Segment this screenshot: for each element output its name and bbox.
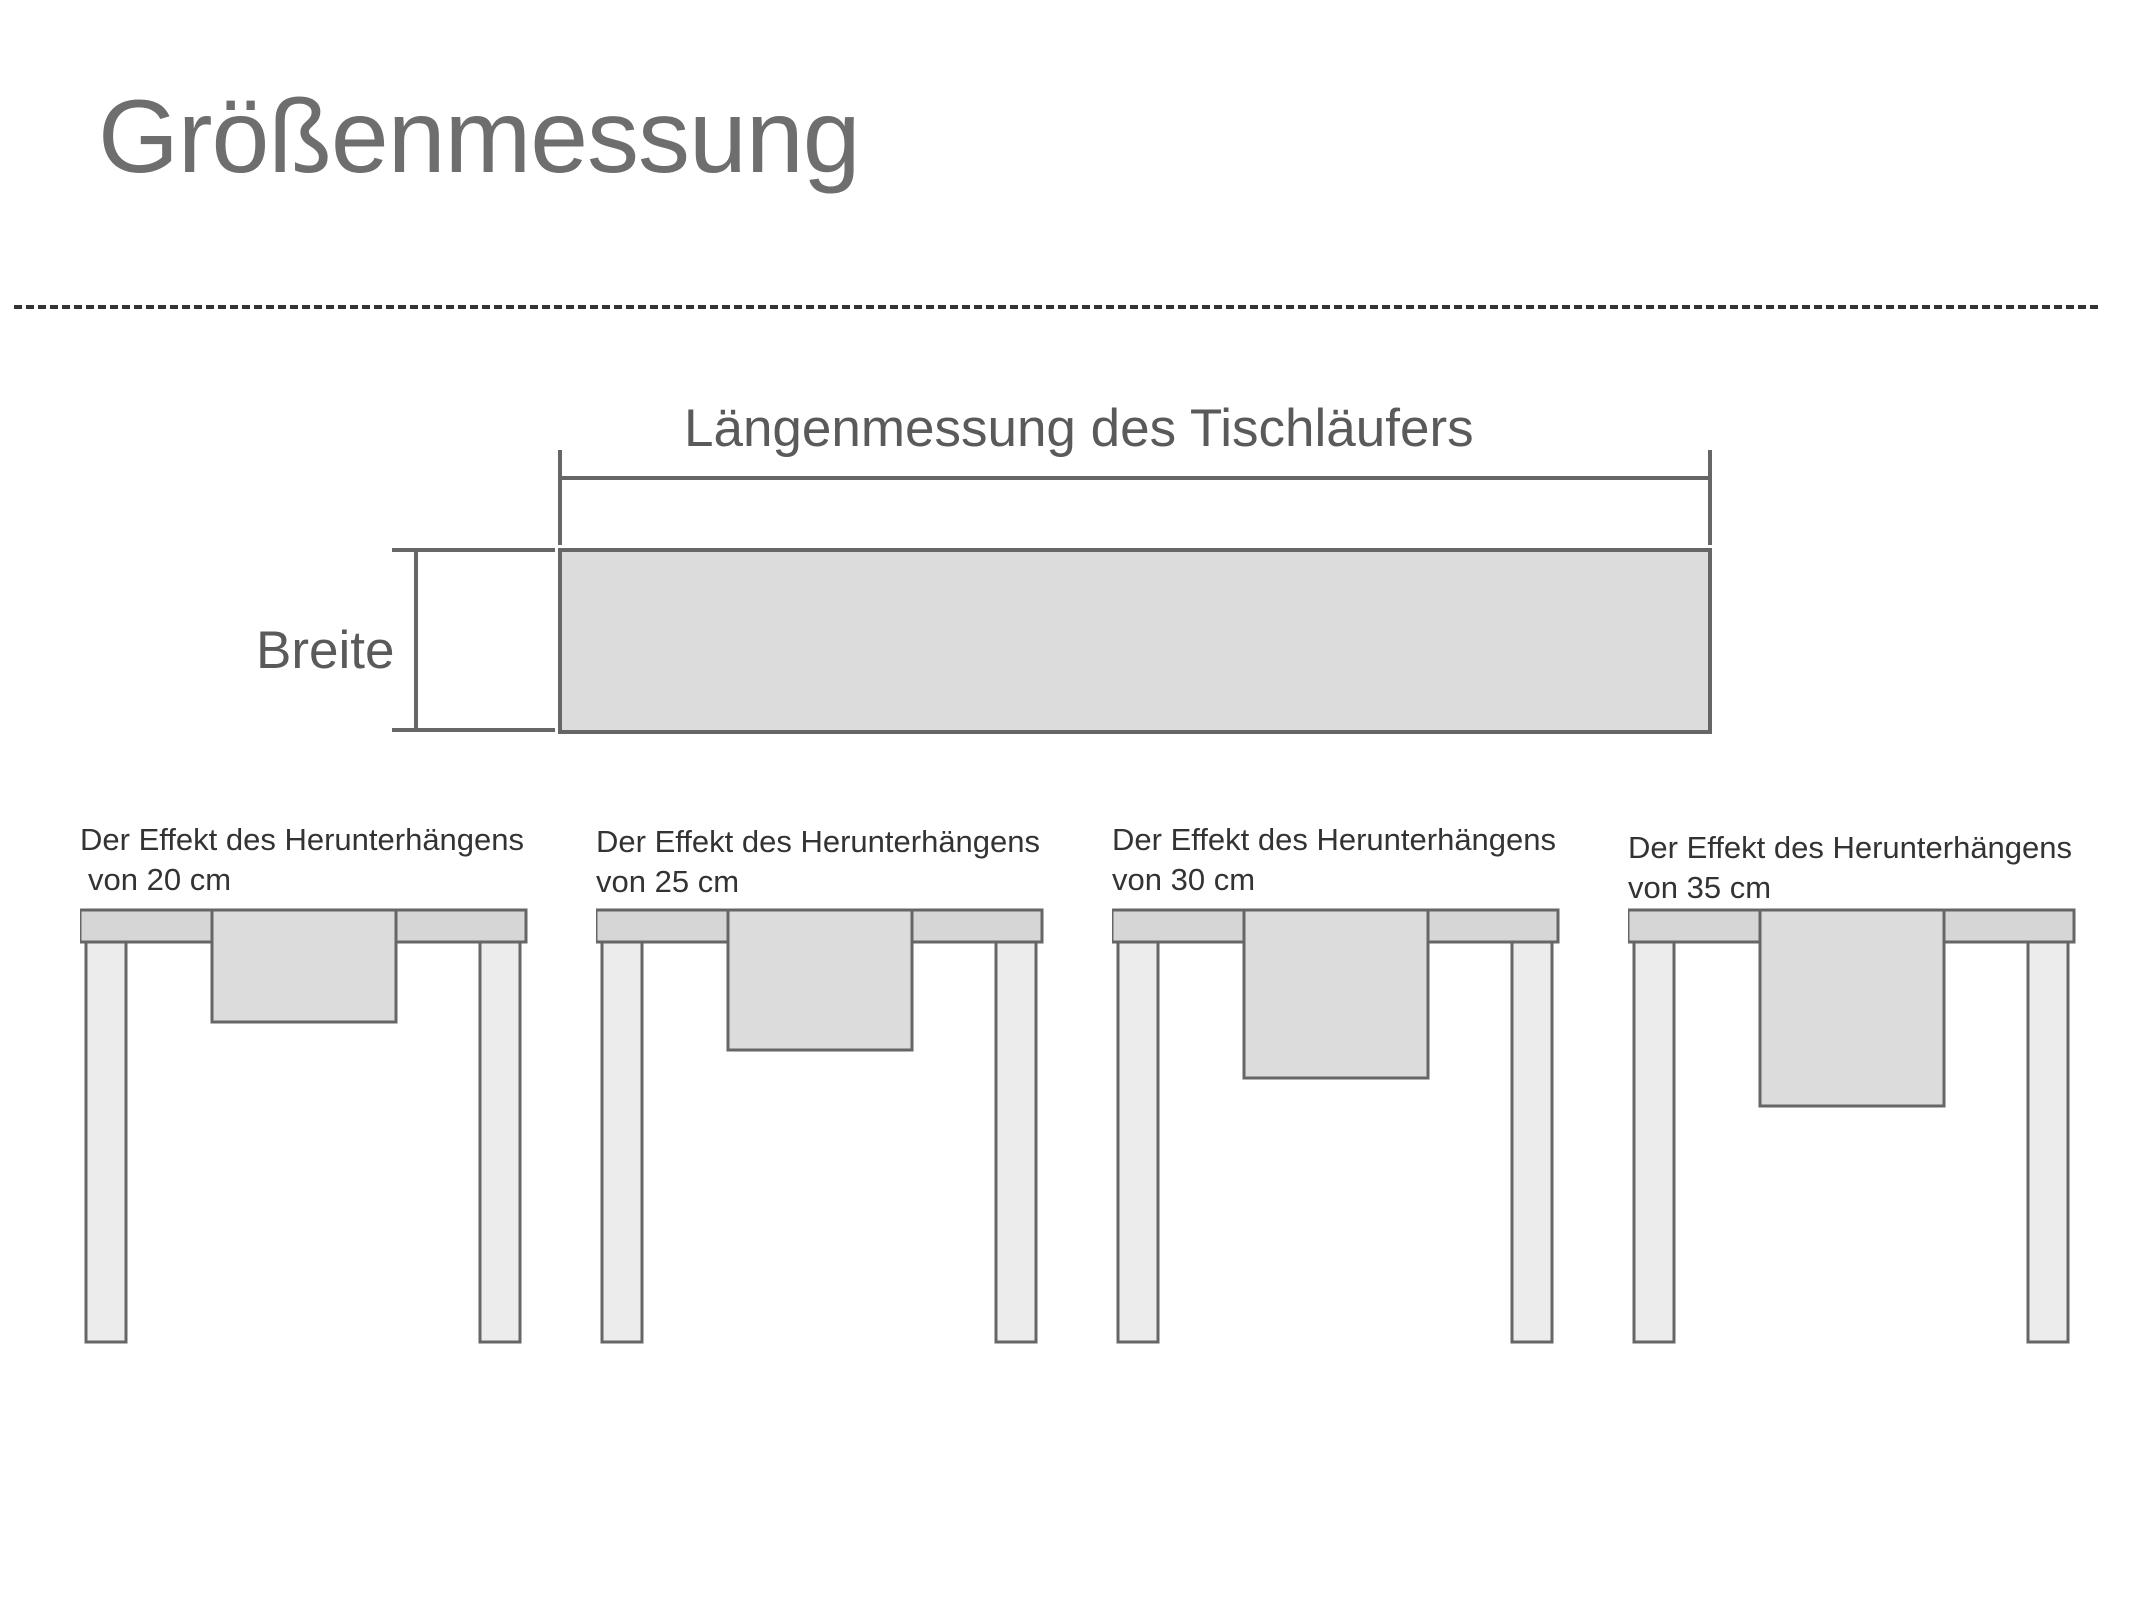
hanging-runner: [728, 910, 912, 1050]
panel-caption-line1: Der Effekt des Herunterhängens: [1112, 822, 1557, 857]
page-title: Größenmessung: [98, 79, 860, 195]
panel-caption-line2: von 20 cm: [88, 862, 232, 897]
drop-effect-panel-25: [596, 810, 1096, 1370]
table-leg-right: [1512, 942, 1552, 1342]
width-label: Breite: [256, 621, 395, 680]
table-illustration: [1628, 810, 2128, 1370]
table-leg-left: [1634, 942, 1674, 1342]
hanging-runner: [212, 910, 396, 1022]
panel-caption-line2: von 25 cm: [596, 864, 740, 899]
table-leg-left: [86, 942, 126, 1342]
panel-caption-line1: Der Effekt des Herunterhängens: [596, 824, 1041, 859]
table-leg-left: [1118, 942, 1158, 1342]
length-label: Längenmessung des Tischläufers: [684, 399, 1474, 458]
hanging-runner: [1760, 910, 1944, 1106]
drop-effect-panel-30: [1112, 810, 1612, 1370]
hanging-runner: [1244, 910, 1428, 1078]
drop-effect-panel-20: [80, 810, 580, 1370]
table-runner-shape: [560, 550, 1710, 732]
table-leg-left: [602, 942, 642, 1342]
panel-caption-line1: Der Effekt des Herunterhängens: [1628, 830, 2073, 865]
panel-caption-line1: Der Effekt des Herunterhängens: [80, 822, 525, 857]
table-leg-right: [480, 942, 520, 1342]
table-illustration: [1112, 810, 1612, 1370]
table-leg-right: [2028, 942, 2068, 1342]
table-illustration: [80, 810, 580, 1370]
drop-effect-panel-35: [1628, 810, 2128, 1370]
panel-caption-line2: von 35 cm: [1628, 870, 1772, 905]
panel-caption-line2: von 30 cm: [1112, 862, 1256, 897]
table-illustration: [596, 810, 1096, 1370]
table-leg-right: [996, 942, 1036, 1342]
